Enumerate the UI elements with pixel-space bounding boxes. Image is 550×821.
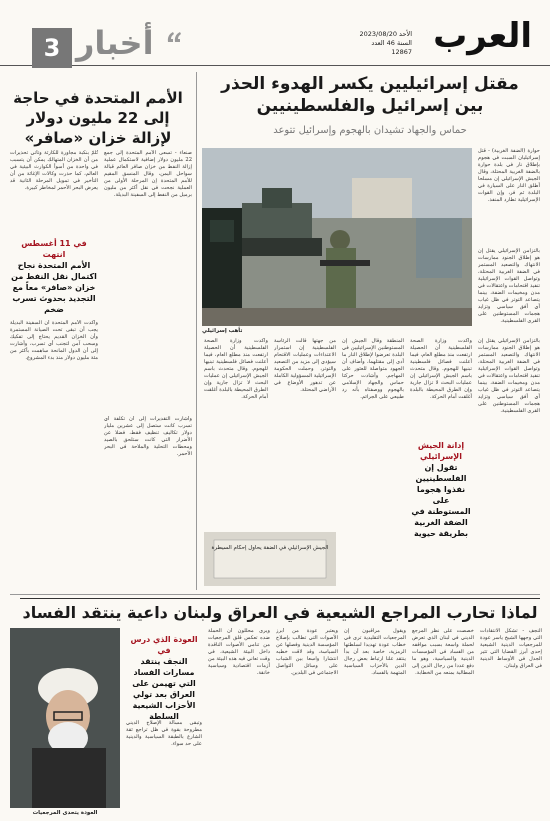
date-line: الأحد 2023/08/20 [359,30,412,38]
bottom-story-col5: ويرى محللون أن الحملة ضده تعكس قلق المرجعيات من تنامي الأصوات الناقدة داخل البيئة الشيعية، في وقت تعاني فيه هذه البيئة من أزمات اقتصادية وسياسية خانقة. [208,628,270,676]
bottom-photo [10,628,120,808]
soldiers-bulldozer-image [202,148,472,326]
side-story-headline: الأمم المتحدة في حاجة إلى 22 مليون دولار لإزالة خزان «صافر» [13,89,183,147]
issue-info [352,30,412,57]
bottom-story-col2: خصصت على نظر المرجع الديني في لبنان الذي تعرض لحملة واسعة بسبب مواقفه من الفساد في المؤسسات الدينية والسياسية، وهو ما دفع عددا من رجال الدين إلى المطالبة بمنعه من الخطابة. [412,628,474,676]
side-story-col3: وأكدت الأمم المتحدة أن السفينة البديلة يجب أن تبقى تحت الصيانة المستمرة وأن الخزان القديم يحتاج إلى تفكيك وسحب آمن لتجنب أي تسرب، وأشارت إلى أن الدول المانحة ساهمت بأكثر من مئة مليون دولار منذ بدء المشروع. [10,320,98,361]
inset-photo [204,532,336,586]
bottom-story-pull-quote [126,634,202,722]
main-story-col2: بالتزامن الإسرائيلي يقتل إن هو إطلاق الجنود ممارسات الانتهاك والتصعيد المستمر في الضفة الغربية المحتلة، وتواصل القوات الإسرائيلية تنفيذ اقتحامات واعتقالات في مدن ومخيمات الضفة، بينما يتصاعد التوتر في ظل غياب أي أفق سياسي وتزايد هجمات المستوطنين على القرى الفلسطينية. [478,338,540,414]
page-number-badge: 3 [32,28,72,68]
main-story-col1: حوارة (الضفة الغربية) - قتل إسرائيليان السبت في هجوم بإطلاق نار في بلدة حوارة بالضفة الغربية المحتلة، وقال الجيش الإسرائيلي إن مسلحا أطلق النار على السيارة في البلدة ثم فر، وإن القوات الإسرائيلية تطارد المنفذ. [478,148,540,203]
section-title: أخبار [76,24,154,62]
pull-quote-text: تقول إن الفلسطينيين نفذوا هجوما على المستوطنة في الضفة الغربية بطريقة حيوية [411,463,471,538]
column-divider [196,72,197,590]
bottom-story-col6: وتبقى مسألة الإصلاح الديني مطروحة بقوة في ظل تراجع ثقة الشارع بالطبقة السياسية والدينية على حد سواء. [126,720,202,747]
pull-quote-lead: في 11 أغسطس انتهت [21,239,87,259]
pull-quote-text: النجف ينتقد مسارات الفساد التي تهيمن على العراق بعد تولي الأحزاب الشيعية السلطة [132,657,196,721]
inset-image [204,532,336,586]
masthead [0,0,550,66]
headline-line-2: بين إسرائيل والفلسطينيين [256,96,484,116]
main-story-col6: وأكدت وزارة الصحة الفلسطينية أن الحصيلة ارتفعت منذ مطلع العام، فيما أعلنت فصائل فلسطينية تبنيها للهجوم. وقال متحدث باسم الجيش الإسرائيلي إن عمليات البحث لا تزال جارية وإن الطرق المحيطة بالبلدة أغلقت أمام الحركة. [204,338,268,400]
main-story-headline [200,73,540,117]
pull-quote-text: الأمم المتحدة نجاح اكتمال نقل النفط من خزان «صافر» معاً مع التجديد بحدوث تسرب ضخم [11,261,97,314]
newspaper-logo: العرب [433,16,532,56]
pull-quote-lead: إدانة الجيش الإسرائيلي [417,441,465,461]
bottom-story-col3: ويقول مراقبون إن المرجعيات التقليدية ترى في خطاب عودة تهديدا لسلطتها الرمزية، خاصة بعد أن بدأ ينتقد علنا ارتباط بعض رجال الدين بالأحزاب السياسية المتهمة بالفساد. [344,628,406,676]
main-story-pull-quote [410,440,472,539]
pull-quote-lead: العودة الذي درس في [130,635,198,655]
main-story-col1b: بالتزامن الإسرائيلي يقتل إن هو إطلاق الجنود ممارسات الانتهاك والتصعيد المستمر في الضفة الغربية المحتلة، وتواصل القوات الإسرائيلية تنفيذ اقتحامات واعتقالات في مدن ومخيمات الضفة، بينما يتصاعد التوتر في ظل غياب أي أفق سياسي وتزايد هجمات المستوطنين على القرى الفلسطينية. [478,248,540,324]
bottom-story-col1: النجف - تشكل الانتقادات التي وجهها الشيخ ياسر عودة للمرجعيات الدينية الشيعية إحدى أبرز القضايا التي تثير الجدل في الأوساط الدينية في العراق ولبنان. [480,628,542,669]
bottom-story-col4: ويعتبر عودة من أبرز الأصوات التي تطالب بإصلاح المؤسسة الدينية وفصلها عن السياسة، وقد لاقت خطبه انتشارا واسعا بين الشباب على وسائل التواصل الاجتماعي في البلدين. [276,628,338,676]
inset-caption: الجيش الإسرائيلي في الضفة يحاول إحكام السيطرة [211,545,329,551]
main-story-col4: المنطقة وقال الجيش إن المستوطنين الإسرائيليين في البلدة تعرضوا لإطلاق النار ما أدى إلى مقتلهما، وأضاف أن الجهود متواصلة للعثور على المهاجم. وأشادت حركتا حماس والجهاد الإسلامي بالهجوم ووصفتاه بأنه رد طبيعي على الجرائم. [342,338,404,400]
quote-marks-icon [166,30,182,44]
issue-line: السنة 46 العدد 12867 [371,39,412,56]
bottom-photo-caption: العودة يتحدى المرجعيات [32,810,98,816]
main-story-subhead: حماس والجهاد تشيدان بالهجوم وإسرائيل تتوعد [273,125,467,136]
side-story-pull-quote [10,238,98,315]
main-photo-caption: تأهب إسرائيلي [202,328,243,334]
main-story-col5: من جهتها قالت الرئاسة الفلسطينية إن استمرار الاعتداءات وعمليات الاقتحام سيؤدي إلى مزيد من التصعيد والتوتر، وحملت الحكومة الإسرائيلية المسؤولية الكاملة عن تدهور الأوضاع في الأراضي المحتلة. [274,338,336,393]
main-story-col3: وأكدت وزارة الصحة الفلسطينية أن الحصيلة ارتفعت منذ مطلع العام، فيما أعلنت فصائل فلسطينية تبنيها للهجوم. وقال متحدث باسم الجيش الإسرائيلي إن عمليات البحث لا تزال جارية وإن الطرق المحيطة بالبلدة أغلقت أمام الحركة. [410,338,472,400]
section-divider [10,594,540,595]
headline-line-1: مقتل إسرائيليين يكسر الهدوء الحذر [221,74,519,94]
main-photo [202,148,472,326]
side-story-col2: تُلمّ بنكبة مجاورة للكارثة وتأتي تحذيرات من أن الخزان المتهالك يمكن أن يتسبب في واحدة من أسوأ الكوارث البيئية في العالم، كما حذرت وكالات الإغاثة من أن التأخير في تمويل المرحلة الثانية قد يعرض البحر الأحمر لمخاطر كبيرة. [10,150,98,191]
side-story-col1: صنعاء - تسعى الأمم المتحدة إلى جمع 22 مليون دولار إضافية لاستكمال عملية إزالة النفط من خزان صافر العائم قبالة سواحل اليمن، وقال المنسق المقيم للأمم المتحدة إن المرحلة الأولى من العملية نجحت في نقل أكثر من مليون برميل من النفط إلى السفينة البديلة. [104,150,192,198]
cleric-portrait-image [10,628,120,808]
bottom-story-headline: لماذا تحارب المراجع الشيعية في العراق ولبنان داعية ينتقد الفساد [20,598,540,622]
side-story-col4: وأشارت التقديرات إلى أن تكلفة أي تسرب كانت ستصل إلى عشرين مليار دولار تكاليف تنظيف فقط، فضلا عن الأضرار التي كانت ستلحق بالصيد ومحطات التحلية والملاحة في البحر الأحمر. [104,416,192,457]
